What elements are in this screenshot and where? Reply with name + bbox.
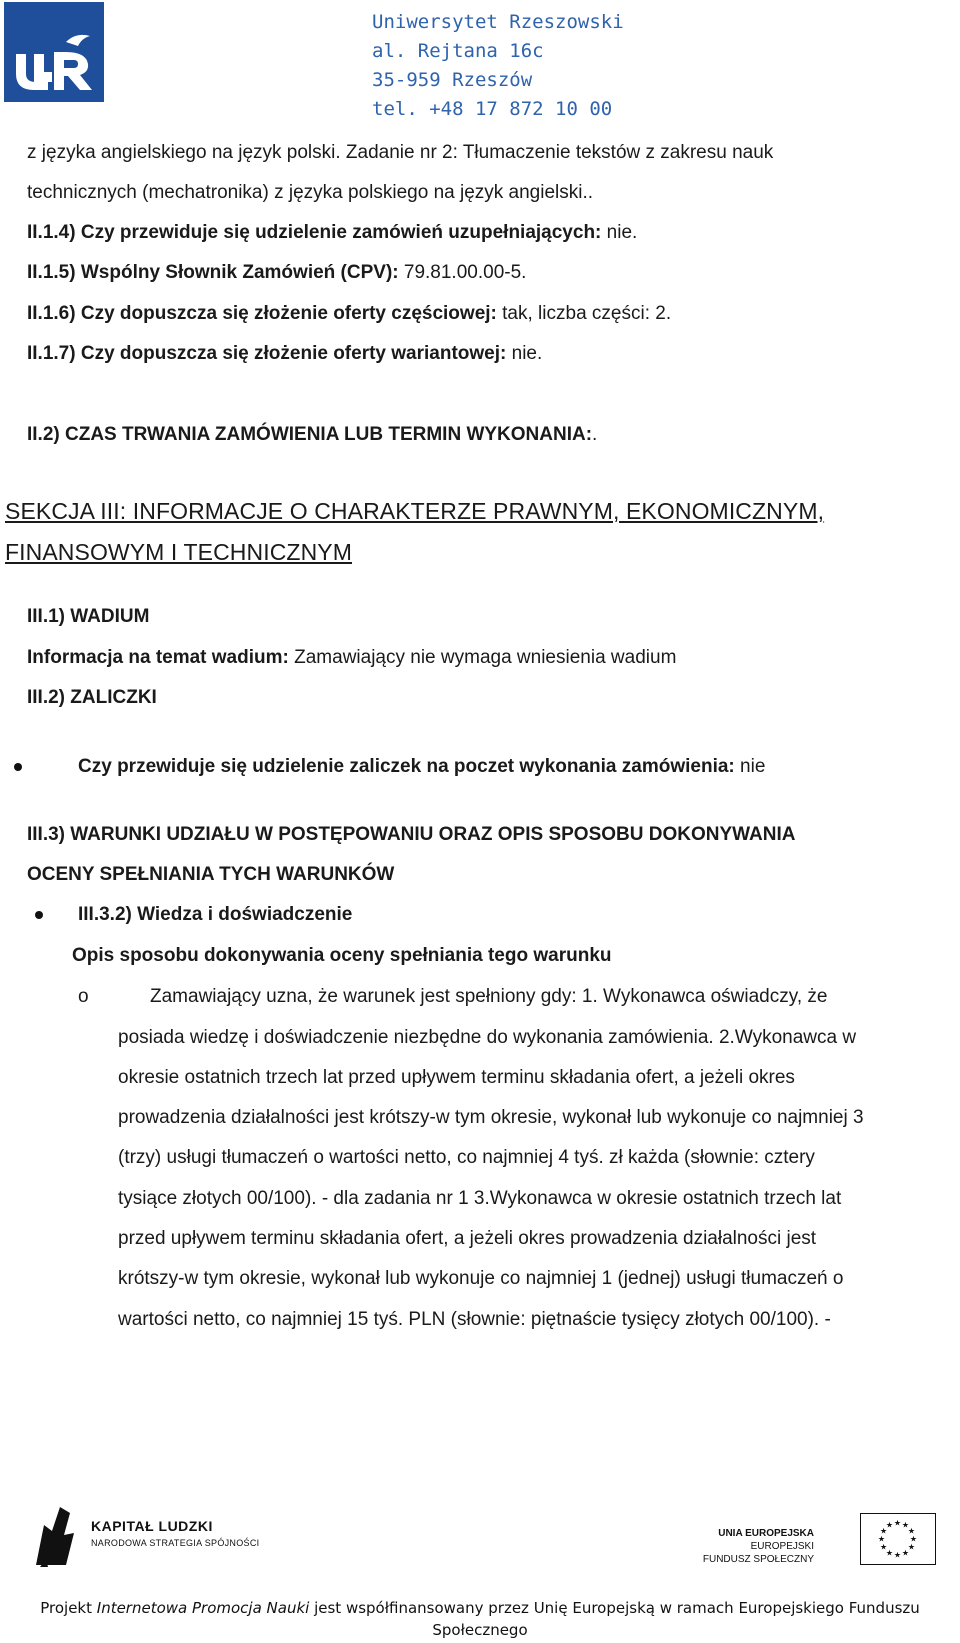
- wadium-info: [27, 646, 676, 670]
- bullet-icon: [35, 911, 43, 919]
- iii3-heading-line-2: OCENY SPEŁNIANIA TYCH WARUNKÓW: [27, 864, 395, 885]
- warunek-line-9: wartości netto, co najmniej 15 tyś. PLN (słownie: piętnaście tysięcy złotych 00/100). -: [118, 1309, 831, 1330]
- eu-line-2: EUROPEJSKI: [750, 1541, 814, 1552]
- eu-text-block: [674, 1527, 814, 1566]
- eu-star: ★: [907, 1526, 915, 1536]
- university-name: Uniwersytet Rzeszowski: [372, 11, 624, 33]
- iii1-heading: III.1) WADIUM: [27, 606, 150, 627]
- eu-star: ★: [909, 1534, 918, 1544]
- project-footer-note: [0, 1597, 960, 1641]
- eu-star: ★: [885, 1520, 894, 1530]
- ii2-heading: II.2) CZAS TRWANIA ZAMÓWIENIA LUB TERMIN WYKONANIA:: [27, 424, 593, 445]
- eu-flag-icon: [860, 1513, 936, 1565]
- ii2-value: .: [592, 424, 598, 445]
- kapital-ludzki-icon: [30, 1505, 78, 1569]
- kapital-ludzki-title: KAPITAŁ LUDZKI: [91, 1518, 213, 1534]
- warunek-line-4: prowadzenia działalności jest krótszy-w tym okresie, wykonał lub wykonuje co najmniej 3: [118, 1107, 864, 1128]
- university-phone: tel. +48 17 872 10 00: [372, 98, 613, 120]
- zaliczki-value: nie: [734, 756, 766, 777]
- zaliczki-info: [78, 755, 765, 779]
- intro-line-1: z języka angielskiego na język polski. Zadanie nr 2: Tłumaczenie tekstów z zakresu nauk: [27, 142, 774, 163]
- sekcja-iii-title-line-2: FINANSOWYM I TECHNICZNYM: [5, 539, 352, 565]
- eu-star: ★: [877, 1534, 886, 1544]
- section-ii15: [27, 261, 526, 285]
- warunek-line-3: okresie ostatnich trzech lat przed upływem terminu składania ofert, a jeżeli okres: [118, 1067, 795, 1088]
- university-city: 35-959 Rzeszów: [372, 69, 533, 91]
- ii14-value: nie.: [601, 222, 638, 243]
- iii32-heading: III.3.2) Wiedza i doświadczenie: [78, 904, 353, 925]
- ii15-label: II.1.5) Wspólny Słownik Zamówień (CPV):: [27, 262, 399, 283]
- warunek-line-1: Zamawiający uzna, że warunek jest spełniony gdy: 1. Wykonawca oświadczy, że: [150, 986, 828, 1007]
- sub-bullet-icon: o: [78, 986, 89, 1007]
- ii16-label: II.1.6) Czy dopuszcza się złożenie oferty częściowej:: [27, 303, 497, 324]
- eu-star: ★: [901, 1520, 910, 1530]
- warunek-line-5: (trzy) usługi tłumaczeń o wartości netto, co najmniej 4 tyś. zł każda (słownie: cztery: [118, 1147, 815, 1168]
- eu-star: ★: [893, 1550, 902, 1560]
- ii17-value: nie.: [506, 343, 543, 364]
- section-ii14: [27, 221, 637, 245]
- eu-star: ★: [907, 1542, 915, 1552]
- warunek-line-2: posiada wiedzę i doświadczenie niezbędne do wykonania zamówienia. 2.Wykonawca w: [118, 1027, 857, 1048]
- section-ii2: [27, 423, 597, 447]
- opis-heading: Opis sposobu dokonywania oceny spełniania tego warunku: [72, 945, 612, 966]
- footer-note-line-2: Społecznego: [432, 1621, 528, 1639]
- warunek-line-7: przed upływem terminu składania ofert, a jeżeli okres prowadzenia działalności jest: [118, 1228, 817, 1249]
- eu-line-1: UNIA EUROPEJSKA: [718, 1528, 814, 1539]
- university-address: [372, 8, 672, 124]
- ii15-value: 79.81.00.00-5.: [398, 262, 527, 283]
- ii17-label: II.1.7) Czy dopuszcza się złożenie oferty wariantowej:: [27, 343, 507, 364]
- ii16-value: tak, liczba części: 2.: [496, 303, 672, 324]
- warunek-line-8: krótszy-w tym okresie, wykonał lub wykonuje co najmniej 1 (jednej) usługi tłumaczeń o: [118, 1268, 844, 1289]
- section-ii16: [27, 302, 671, 326]
- eu-star: ★: [901, 1548, 910, 1558]
- footer-note-project-name: Internetowa Promocja Nauki: [96, 1599, 310, 1617]
- eu-star: ★: [893, 1518, 902, 1528]
- sekcja-iii-title-line-1: SEKCJA III: INFORMACJE O CHARAKTERZE PRAWNYM, EKONOMICZNYM,: [5, 498, 825, 524]
- warunek-line-6: tysiące złotych 00/100). - dla zadania nr 1 3.Wykonawca w okresie ostatnich trzech lat: [118, 1188, 842, 1209]
- kapital-ludzki-subtitle: NARODOWA STRATEGIA SPÓJNOŚCI: [91, 1538, 260, 1548]
- eu-stars-icon: [861, 1514, 934, 1563]
- university-logo: [4, 2, 104, 102]
- kapital-ludzki-logo: [30, 1505, 78, 1569]
- university-street: al. Rejtana 16c: [372, 40, 544, 62]
- iii3-heading-line-1: III.3) WARUNKI UDZIAŁU W POSTĘPOWANIU ORAZ OPIS SPOSOBU DOKONYWANIA: [27, 824, 796, 845]
- footer-note-line-1: [0, 1597, 960, 1619]
- footer-note-suffix: jest współfinansowany przez Unię Europejską w ramach Europejskiego Funduszu: [309, 1599, 920, 1617]
- bullet-icon: [14, 763, 22, 771]
- footer-note-prefix: Projekt: [40, 1599, 97, 1617]
- intro-line-2: technicznych (mechatronika) z języka polskiego na język angielski..: [27, 182, 594, 203]
- zaliczki-label: Czy przewiduje się udzielenie zaliczek na poczet wykonania zamówienia:: [78, 756, 735, 777]
- wadium-value: Zamawiający nie wymaga wniesienia wadium: [288, 647, 677, 668]
- wadium-label: Informacja na temat wadium:: [27, 647, 289, 668]
- ur-logo-icon: [4, 2, 104, 102]
- eu-star: ★: [885, 1548, 894, 1558]
- eu-star: ★: [880, 1526, 888, 1536]
- eu-line-3: FUNDUSZ SPOŁECZNY: [702, 1554, 814, 1565]
- ii14-label: II.1.4) Czy przewiduje się udzielenie zamówień uzupełniających:: [27, 222, 602, 243]
- section-ii17: [27, 342, 542, 366]
- eu-star: ★: [880, 1542, 888, 1552]
- iii2-heading: III.2) ZALICZKI: [27, 687, 157, 708]
